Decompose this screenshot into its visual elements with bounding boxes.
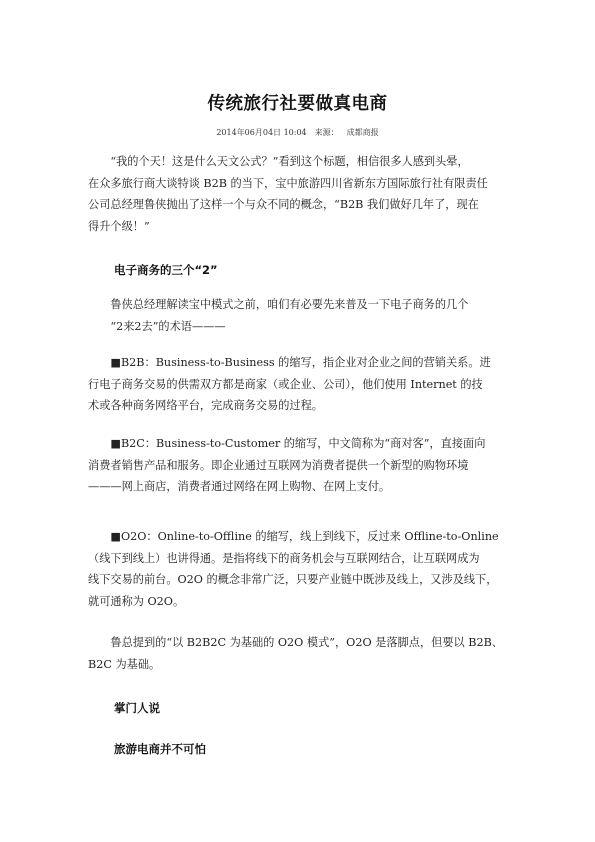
article-meta: [0, 127, 595, 138]
section-heading-ecommerce: 电子商务的三个“2”: [114, 263, 218, 277]
paragraph-line: 行电子商务交易的供需双方都是商家（或企业、公司），他们使用 Internet 的技: [88, 377, 483, 391]
source-name: 成都商报: [346, 128, 379, 137]
paragraph-line: ———网上商店，消费者通过网络在网上购物、在网上支付。: [88, 480, 391, 493]
paragraph-line: 得升个级！”: [88, 219, 150, 233]
section-heading-travel-ecommerce: 旅游电商并不可怕: [114, 742, 206, 756]
paragraph-terms-intro: [88, 294, 508, 337]
paragraph-intro: [88, 151, 508, 237]
paragraph-line: “2来2去”的术语———: [88, 319, 226, 333]
paragraph-line: “我的个天！这是什么天文公式？”看到这个标题，相信很多人感到头晕，: [88, 155, 469, 168]
section-heading-owner-says: 掌门人说: [114, 701, 160, 715]
paragraph-o2o: [88, 526, 508, 612]
source-label: 来源：: [314, 128, 339, 137]
paragraph-line: 就可通称为 O2O。: [88, 594, 185, 608]
paragraph-line: 线下交易的前台。O2O 的概念非常广泛，只要产业链中既涉及线上，又涉及线下，: [88, 573, 498, 586]
paragraph-b2b: [88, 352, 508, 417]
paragraph-line: ■B2C：Business-to-Customer 的缩写，中文简称为“商对客”，直接面向: [88, 437, 486, 450]
paragraph-line: 鲁侠总经理解读宝中模式之前，咱们有必要先来普及一下电子商务的几个: [88, 298, 469, 311]
paragraph-line: 在众多旅行商大谈特谈 B2B 的当下，宝中旅游四川省新东方国际旅行社有限责任: [88, 176, 488, 190]
paragraph-line: B2C 为基础。: [88, 657, 161, 671]
paragraph-line: 消费者销售产品和服务。即企业通过互联网为消费者提供一个新型的购物环境: [88, 458, 469, 472]
paragraph-line: （线下到线上）也讲得通。是指将线下的商务机会与互联网结合，让互联网成为: [88, 551, 480, 565]
paragraph-line: 公司总经理鲁侠抛出了这样一个与众不同的概念，“B2B 我们做好几年了，现在: [88, 198, 479, 211]
paragraph-line: 鲁总提到的“以 B2B2C 为基础的 O2O 模式”，O2O 是落脚点，但要以 B2B、: [88, 636, 503, 649]
paragraph-b2c: [88, 433, 508, 498]
paragraph-b2b2c: [88, 632, 508, 675]
paragraph-line: ■B2B：Business-to-Business 的缩写，指企业对企业之间的营销关系。进: [88, 356, 491, 369]
article-title: 传统旅行社要做真电商: [207, 94, 388, 114]
paragraph-line: 术或各种商务网络平台，完成商务交易的过程。: [88, 399, 323, 412]
publish-date: 2014年06月04日 10:04: [216, 128, 307, 137]
paragraph-line: ■O2O：Online-to-Offline 的缩写，线上到线下，反过来 Offline-to-Online: [88, 530, 499, 543]
